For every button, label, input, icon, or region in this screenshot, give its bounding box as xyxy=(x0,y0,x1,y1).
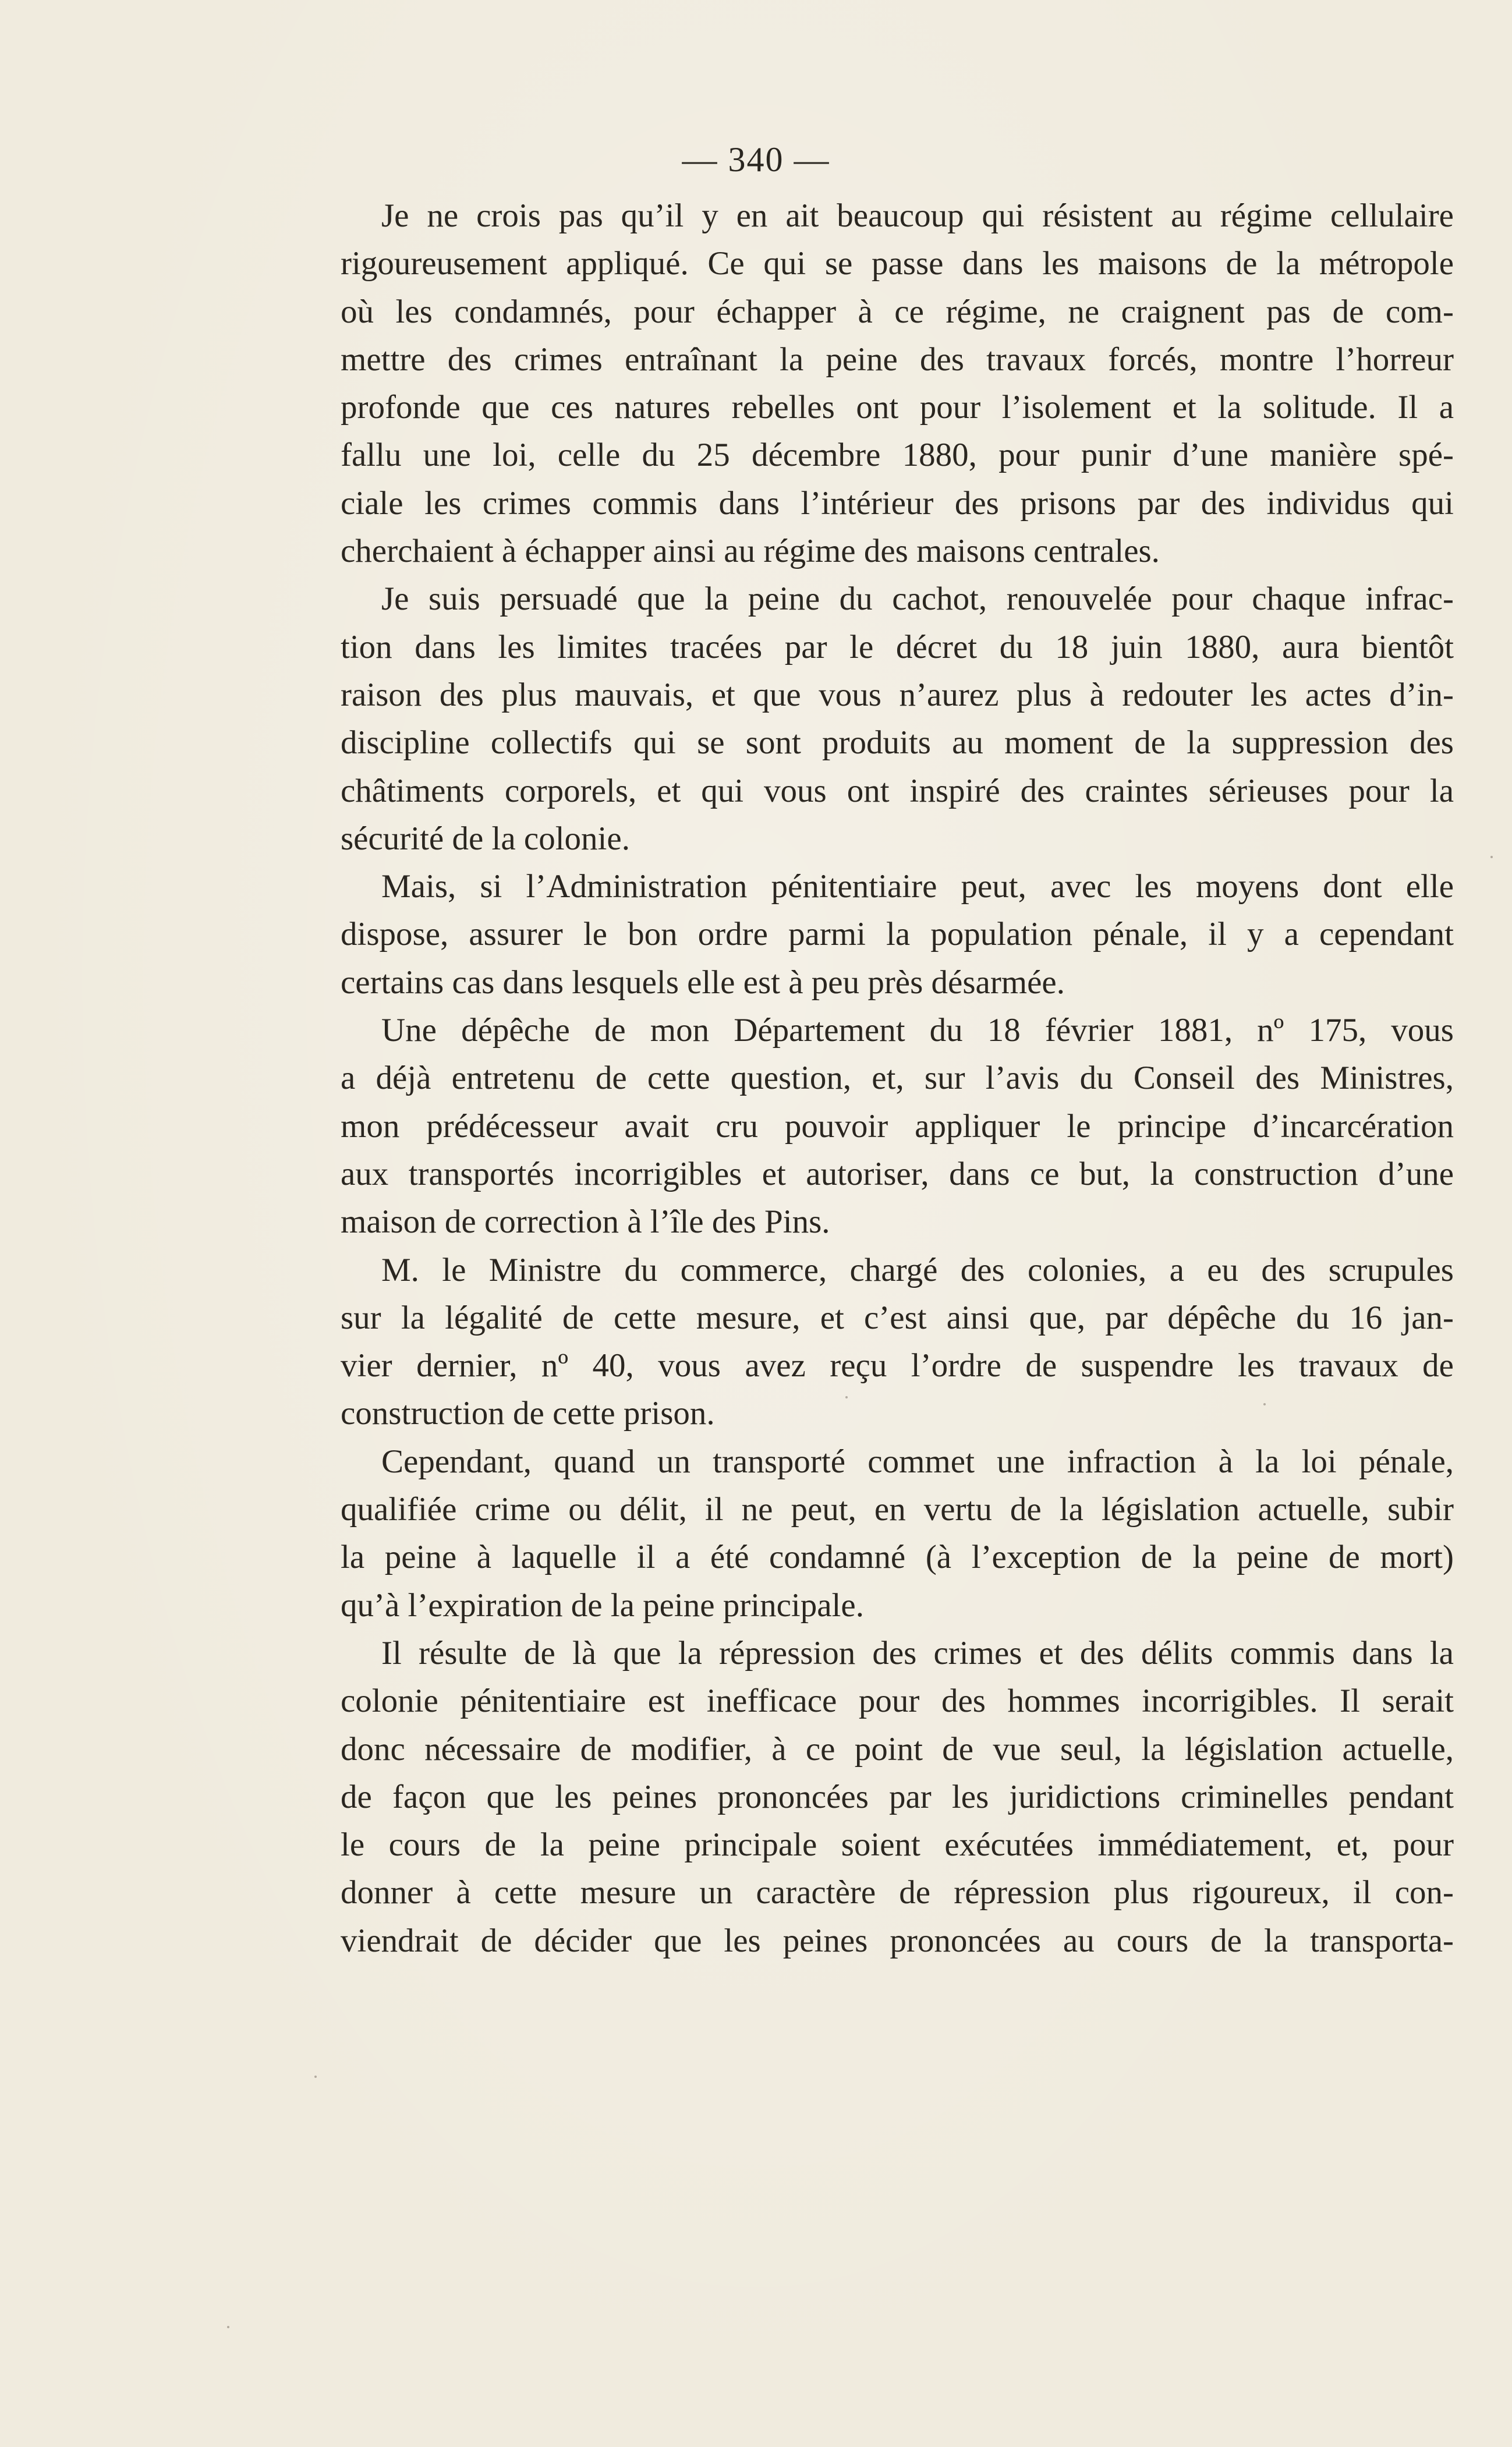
text-line: Je ne crois pas qu’il y en ait beaucoup qui résistent au régime cellulaire xyxy=(381,197,1454,234)
text-line: cherchaient à échapper ainsi au régime des maisons centrales. xyxy=(341,533,1160,570)
paragraph xyxy=(341,575,1454,863)
text-line: raison des plus mauvais, et que vous n’aurez plus à redouter les actes d’in- xyxy=(341,676,1454,713)
text-line: Mais, si l’Administration pénitentiaire peut, avec les moyens dont elle xyxy=(381,868,1454,905)
ink-speck xyxy=(314,2076,317,2078)
text-line: le cours de la peine principale soient exécutées immédiatement, et, pour xyxy=(341,1826,1454,1864)
text-line: mon prédécesseur avait cru pouvoir appliquer le principe d’incarcération xyxy=(341,1107,1454,1145)
text-line: maison de correction à l’île des Pins. xyxy=(341,1203,830,1241)
text-line: M. le Ministre du commerce, chargé des colonies, a eu des scrupules xyxy=(381,1251,1454,1288)
text-line: profonde que ces natures rebelles ont pour l’isolement et la solitude. Il a xyxy=(341,389,1454,426)
paragraph xyxy=(341,1438,1454,1630)
text-line: tion dans les limites tracées par le décret du 18 juin 1880, aura bientôt xyxy=(341,628,1454,665)
ink-speck xyxy=(1263,1403,1266,1405)
text-line: viendrait de décider que les peines prononcées au cours de la transporta- xyxy=(341,1922,1454,1959)
paragraph xyxy=(341,1246,1454,1438)
text-line: de façon que les peines prononcées par les juridictions criminelles pendant xyxy=(341,1778,1454,1815)
text-line: qu’à l’expiration de la peine principale. xyxy=(341,1587,864,1624)
paragraph xyxy=(341,192,1454,575)
text-line: aux transportés incorrigibles et autoriser, dans ce but, la construction d’une xyxy=(341,1155,1454,1192)
text-line: qualifiée crime ou délit, il ne peut, en vertu de la législation actuelle, subir xyxy=(341,1491,1454,1528)
text-line: vier dernier, nº 40, vous avez reçu l’ordre de suspendre les travaux de xyxy=(341,1347,1454,1384)
ink-speck xyxy=(227,2326,229,2328)
text-line: Cependant, quand un transporté commet une infraction à la loi pénale, xyxy=(381,1443,1454,1480)
text-line: ciale les crimes commis dans l’intérieur des prisons par des individus qui xyxy=(341,484,1454,522)
page-number: — 340 — xyxy=(682,140,830,179)
ink-speck xyxy=(845,1396,848,1398)
paragraph xyxy=(341,1630,1454,1965)
text-line: rigoureusement appliqué. Ce qui se passe dans les maisons de la métropole xyxy=(341,245,1454,282)
text-line: mettre des crimes entraînant la peine des travaux forcés, montre l’horreur xyxy=(341,341,1454,378)
paragraph xyxy=(341,1007,1454,1246)
text-line: la peine à laquelle il a été condamné (à l’exception de la peine de mort) xyxy=(341,1539,1454,1576)
text-line: colonie pénitentiaire est inefficace pour des hommes incorrigibles. Il serait xyxy=(341,1683,1454,1720)
body-text xyxy=(341,192,1454,1965)
text-line: construction de cette prison. xyxy=(341,1395,715,1432)
text-line: sur la légalité de cette mesure, et c’est ainsi que, par dépêche du 16 jan- xyxy=(341,1299,1454,1336)
text-line: Je suis persuadé que la peine du cachot, renouvelée pour chaque infrac- xyxy=(381,580,1454,618)
text-line: donner à cette mesure un caractère de répression plus rigoureux, il con- xyxy=(341,1874,1454,1911)
text-line: châtiments corporels, et qui vous ont inspiré des craintes sérieuses pour la xyxy=(341,772,1454,809)
text-line: sécurité de la colonie. xyxy=(341,820,630,857)
text-line: fallu une loi, celle du 25 décembre 1880, pour punir d’une manière spé- xyxy=(341,437,1454,474)
ink-speck xyxy=(1490,856,1493,858)
text-line: donc nécessaire de modifier, à ce point de vue seul, la législation actuelle, xyxy=(341,1730,1454,1768)
text-line: Il résulte de là que la répression des crimes et des délits commis dans la xyxy=(381,1634,1454,1672)
text-line: discipline collectifs qui se sont produits au moment de la suppression des xyxy=(341,724,1454,762)
text-line: a déjà entretenu de cette question, et, sur l’avis du Conseil des Ministres, xyxy=(341,1060,1454,1097)
text-line: certains cas dans lesquels elle est à peu près désarmée. xyxy=(341,964,1065,1001)
text-line: où les condamnés, pour échapper à ce régime, ne craignent pas de com- xyxy=(341,293,1454,330)
text-line: dispose, assurer le bon ordre parmi la population pénale, il y a cependant xyxy=(341,916,1454,953)
text-line: Une dépêche de mon Département du 18 février 1881, nº 175, vous xyxy=(381,1012,1454,1049)
paragraph xyxy=(341,863,1454,1007)
